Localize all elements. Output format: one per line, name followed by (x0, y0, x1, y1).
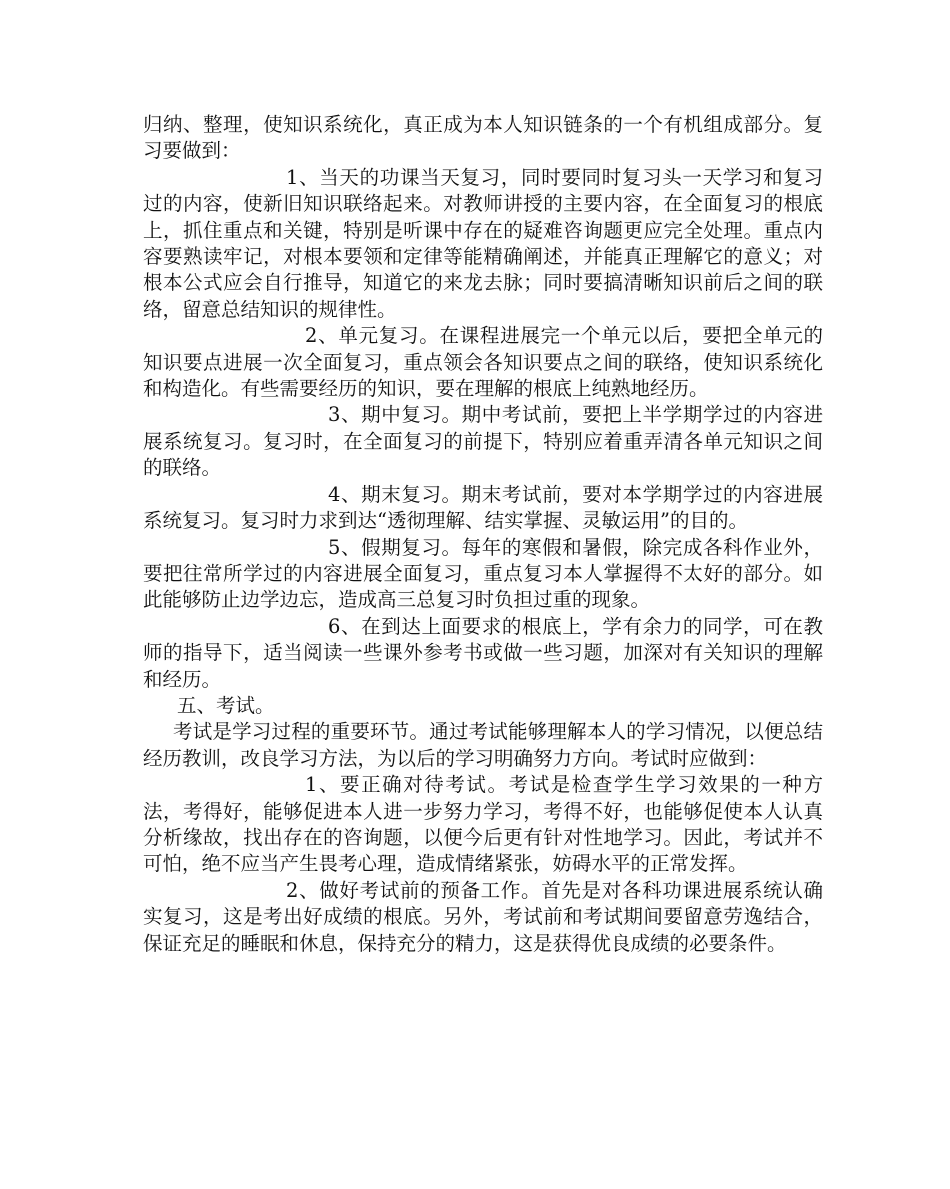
paragraph-review-extra: 6、在到达上面要求的根底上，学有余力的同学，可在教师的指导下，适当阅读一些课外参考书或做一些习题，加深对有关知识的理解和经历。 (143, 614, 823, 691)
paragraph-review-final: 4、期末复习。期末考试前，要对本学期学过的内容进展系统复习。复习时力求到达“透彻理解、结实掌握、灵敏运用”的目的。 (143, 482, 823, 533)
paragraph-intro: 归纳、整理，使知识系统化，真正成为本人知识链条的一个有机组成部分。复习要做到： (143, 113, 823, 163)
paragraph-review-holiday: 5、假期复习。每年的寒假和暑假，除完成各科作业外，要把往常所学过的内容进展全面复习，重点复习本人掌握得不太好的部分。如此能够防止边学边忘，造成高三总复习时负担过重的现象。 (143, 535, 823, 612)
paragraph-exam-attitude: 1、要正确对待考试。考试是检查学生学习效果的一种方法，考得好，能够促进本人进一步努力学习，考得不好，也能够促使本人认真分析缘故，找出存在的咨询题，以便今后更有针对性地学习。因此，考试并不可怕，绝不应当产生畏考心理，造成情绪紧张，妨碍水平的正常发挥。 (143, 773, 823, 876)
paragraph-exam-intro: 考试是学习过程的重要环节。通过考试能够理解本人的学习情况，以便总结经历教训，改良学习方法，为以后的学习明确努力方向。考试时应做到： (143, 720, 823, 770)
document-page (143, 112, 823, 957)
paragraph-review-unit: 2、单元复习。在课程进展完一个单元以后，要把全单元的知识要点进展一次全面复习，重点领会各知识要点之间的联络，使知识系统化和构造化。有些需要经历的知识，要在理解的根底上纯熟地经历。 (143, 324, 823, 401)
paragraph-review-daily: 1、当天的功课当天复习，同时要同时复习头一天学习和复习过的内容，使新旧知识联络起来。对教师讲授的主要内容，在全面复习的根底上，抓住重点和关键，特别是听课中存在的疑难咨询题更应完全处理。重点内容要熟读牢记，对根本要领和定律等能精确阐述，并能真正理解它的意义；对根本公式应会自行推导，知道它的来龙去脉；同时要搞清晰知识前后之间的联络，留意总结知识的规律性。 (143, 165, 823, 321)
paragraph-exam-preparation: 2、做好考试前的预备工作。首先是对各科功课进展系统认确实复习，这是考出好成绩的根底。另外，考试前和考试期间要留意劳逸结合，保证充足的睡眠和休息，保持充分的精力，这是获得优良成绩的必要条件。 (143, 878, 823, 955)
paragraph-review-midterm: 3、期中复习。期中考试前，要把上半学期学过的内容进展系统复习。复习时，在全面复习的前提下，特别应着重弄清各单元知识之间的联络。 (143, 403, 823, 480)
section-heading-exam: 五、考试。 (177, 693, 275, 717)
